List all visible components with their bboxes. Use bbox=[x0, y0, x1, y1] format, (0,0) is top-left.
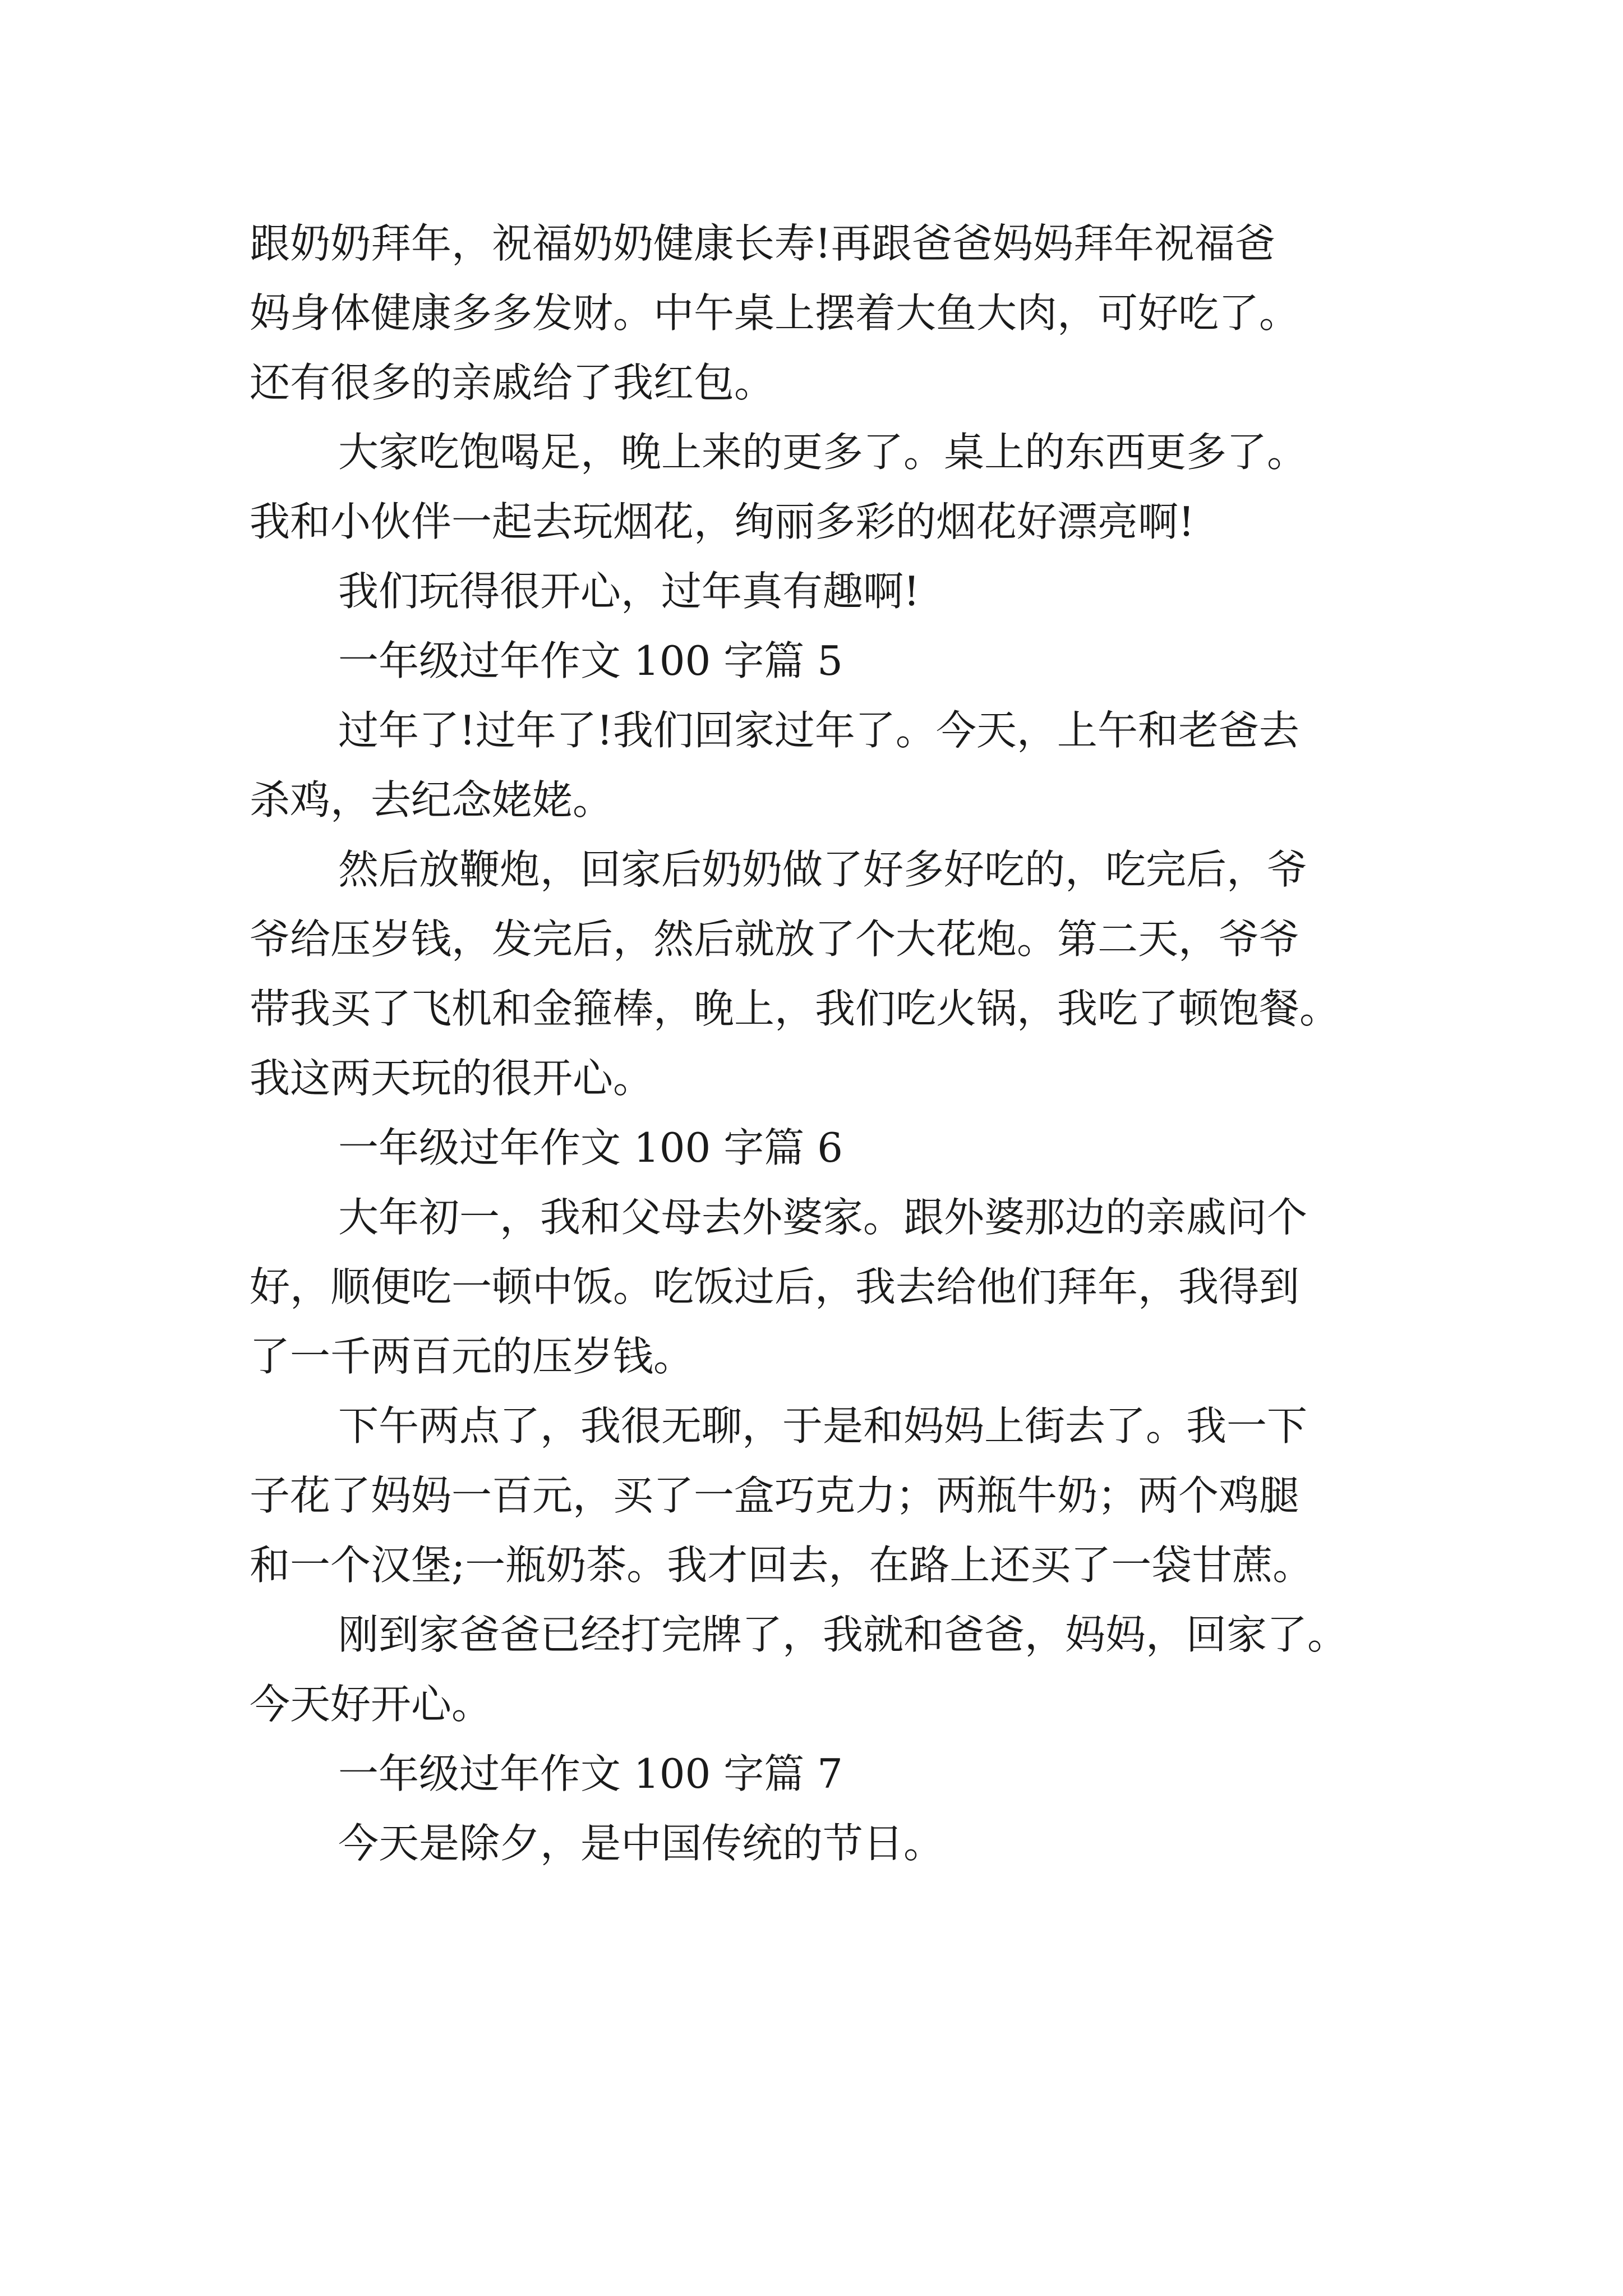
text-line: 妈身体健康多多发财。中午桌上摆着大鱼大肉，可好吃了。 bbox=[250, 289, 1300, 337]
text-line: 跟奶奶拜年，祝福奶奶健康长寿!再跟爸爸妈妈拜年祝福爸 bbox=[250, 220, 1275, 267]
text-line: 爷给压岁钱，发完后，然后就放了个大花炮。第二天，爷爷 bbox=[250, 915, 1300, 963]
section-heading: 一年级过年作文 100 字篇 7 bbox=[338, 1750, 843, 1797]
text-line: 我们玩得很开心，过年真有趣啊! bbox=[338, 568, 920, 615]
text-line: 了一千两百元的压岁钱。 bbox=[250, 1333, 694, 1380]
text-line: 大年初一，我和父母去外婆家。跟外婆那边的亲戚问个 bbox=[338, 1194, 1308, 1241]
text-line: 好，顺便吃一顿中饭。吃饭过后，我去给他们拜年，我得到 bbox=[250, 1263, 1300, 1310]
text-line: 子花了妈妈一百元，买了一盒巧克力；两瓶牛奶；两个鸡腿 bbox=[250, 1472, 1300, 1519]
text-line: 大家吃饱喝足，晚上来的更多了。桌上的东西更多了。 bbox=[338, 429, 1308, 476]
text-line: 今天好开心。 bbox=[250, 1681, 492, 1728]
text-line: 和一个汉堡;一瓶奶茶。我才回去，在路上还买了一袋甘蔗。 bbox=[250, 1542, 1313, 1589]
text-line: 然后放鞭炮，回家后奶奶做了好多好吃的，吃完后，爷 bbox=[338, 846, 1308, 893]
text-line: 杀鸡，去纪念姥姥。 bbox=[250, 776, 614, 823]
text-line: 下午两点了，我很无聊，于是和妈妈上街去了。我一下 bbox=[338, 1402, 1308, 1450]
text-line: 我这两天玩的很开心。 bbox=[250, 1055, 654, 1102]
section-heading: 一年级过年作文 100 字篇 5 bbox=[338, 637, 843, 684]
text-line: 过年了!过年了!我们回家过年了。今天，上午和老爸去 bbox=[338, 707, 1299, 754]
text-line: 我和小伙伴一起去玩烟花，绚丽多彩的烟花好漂亮啊! bbox=[250, 498, 1195, 545]
section-heading: 一年级过年作文 100 字篇 6 bbox=[338, 1124, 843, 1171]
essay-body bbox=[250, 209, 1399, 1878]
text-line: 今天是除夕，是中国传统的节日。 bbox=[338, 1820, 944, 1867]
text-line: 带我买了飞机和金箍棒，晚上，我们吃火锅，我吃了顿饱餐。 bbox=[250, 985, 1340, 1032]
text-line: 还有很多的亲戚给了我红包。 bbox=[250, 359, 775, 406]
text-line: 刚到家爸爸已经打完牌了，我就和爸爸，妈妈，回家了。 bbox=[338, 1611, 1348, 1658]
